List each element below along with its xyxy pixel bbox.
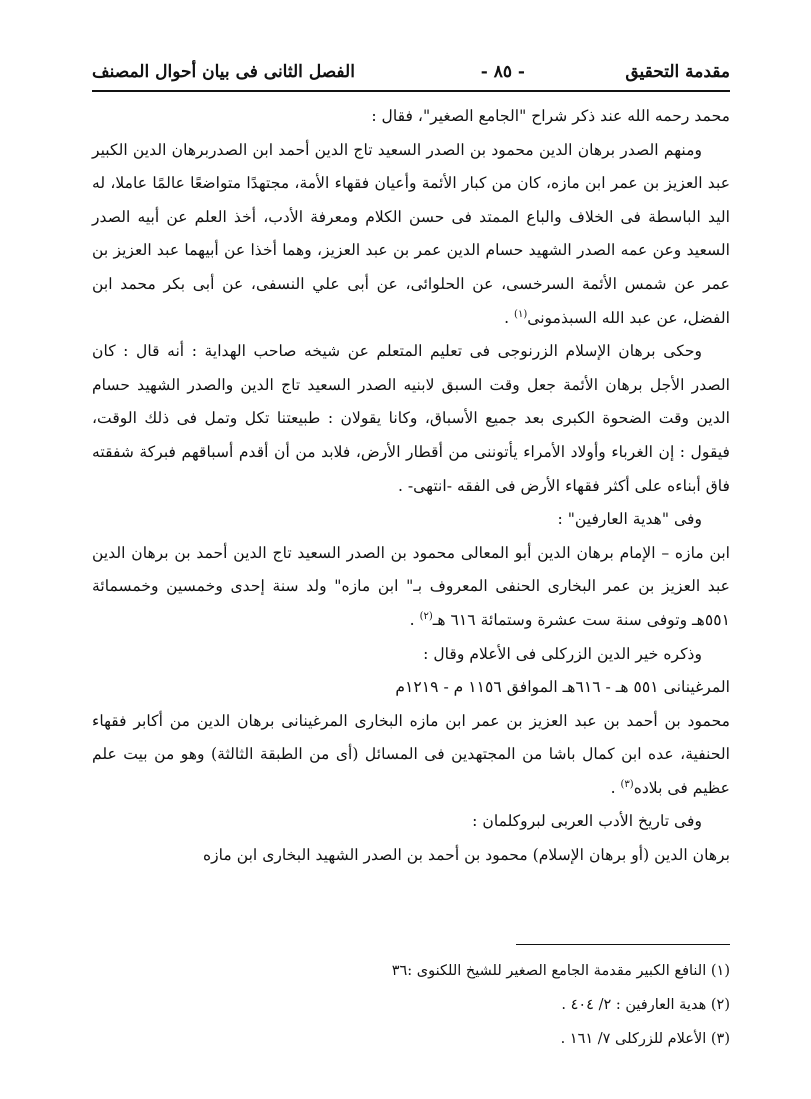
- footnote-ref: (٣): [620, 778, 634, 790]
- paragraph: برهان الدين (أو برهان الإسلام) محمود بن أحمد بن الصدر الشهيد البخارى ابن مازه: [202, 846, 730, 865]
- section-intro: وفى تاريخ الأدب العربى لبروكلمان :: [472, 812, 702, 831]
- chapter-title: الفصل الثانى فى بيان أحوال المصنف: [92, 62, 355, 82]
- footnote: (٢) هدية العارفين : ٢/ ٤٠٤ .: [561, 997, 730, 1013]
- footnote-ref: (١): [514, 308, 528, 320]
- main-text: [92, 100, 730, 873]
- footnote-divider: [516, 944, 730, 945]
- section-intro: وذكره خير الدين الزركلى فى الأعلام وقال :: [423, 644, 702, 663]
- paragraph-text: محمود بن أحمد بن عبد العزيز بن عمر ابن مازه البخارى المرغينانى برهان الدين من أكابر فقهاء الحنفية، عده ابن كمال باشا من المجتهدين فى المسائل (أى من الطبقة الثالثة) وهو من بيت علم عظيم فى بلاده: [92, 711, 730, 797]
- book-title: مقدمة التحقيق: [625, 62, 730, 82]
- footnotes: [92, 954, 730, 1056]
- page: [92, 58, 730, 1047]
- footnote: (١) النافع الكبير مقدمة الجامع الصغير للشيخ اللكنوى :٣٦: [391, 963, 730, 979]
- paragraph: وحكى برهان الإسلام الزرنوجى فى تعليم المتعلم عن شيخه صاحب الهداية : أنه قال : كان الصدر الأجل برهان الأئمة جعل وقت السبق لابنيه الصدر السعيد تاج الدين والصدر الشهيد حسام الدين وقت الضحوة الكبرى بعد جميع الأسباق، وكانا يقولان : طبيعتنا تكل وتمل فى ذلك الوقت، فيقول : إن الغرباء وأولاد الأمراء يأتوننى من أقطار الأرض، فلابد من أن أقدم أسباقهم فبركة شفقته فاق أبناءه على أكثر فقهاء الأرض فى الفقه -انتهى- .: [92, 342, 730, 495]
- running-head: [92, 58, 730, 88]
- header-divider: [92, 90, 730, 92]
- paragraph: محمد رحمه الله عند ذكر شراح "الجامع الصغير"، فقال :: [371, 107, 730, 125]
- paragraph: محمود بن أحمد بن عبد العزيز بن عمر ابن مازه البخارى المرغينانى برهان الدين من أكابر فقهاء الحنفية، عده ابن كمال باشا من المجتهدين فى المسائل (أى من الطبقة الثالثة) وهو من بيت علم عظيم فى بلاده$^{(٣)}$ .: [92, 711, 730, 797]
- paragraph-text: ابن مازه – الإمام برهان الدين أبو المعالى محمود بن الصدر السعيد تاج الدين أحمد بن برهان الدين عبد العزيز بن عمر البخارى الحنفى المعروف بـ" ابن مازه" ولد سنة إحدى وخمسين وخمسمائة ٥٥١هـ وتوفى سنة ست عشرة وستمائة ٦١٦ هـ: [92, 543, 730, 629]
- footnote-ref: (٢): [419, 610, 433, 622]
- paragraph: ومنهم الصدر برهان الدين محمود بن الصدر السعيد تاج الدين أحمد ابن الصدربرهان الدين الكبير عبد العزيز بن عمر ابن مازه، كان من كبار الأئمة وأعيان فقهاء الأمة، مجتهدًا متواضعًا عالمًا عاملا، له اليد الباسطة فى الخلاف والباع الممتد فى حسن الكلام ومعرفة الأدب، أخذ العلم عن أبيه الصدر السعيد وعن عمه الصدر الشهيد حسام الدين عمر بن عبد العزيز، وهما أخذا عن أبيهما عبد العزيز بن عمر عن شمس الأئمة السرخسى، عن الحلوائى، عن أبى علي النسفى، عن أبى بكر محمد ابن الفضل، عن عبد الله السبذمونى$^{(١)}$ .: [92, 140, 730, 327]
- section-intro: وفى "هدية العارفين" :: [557, 510, 702, 529]
- footnote: (٣) الأعلام للزركلى ٧/ ١٦١ .: [560, 1031, 730, 1047]
- paragraph: المرغينانى ٥٥١ هـ - ٦١٦هـ الموافق ١١٥٦ م - ١٢١٩م: [395, 678, 730, 697]
- page-number: - ٨٥ -: [480, 62, 525, 82]
- paragraph: ابن مازه – الإمام برهان الدين أبو المعالى محمود بن الصدر السعيد تاج الدين أحمد بن برهان الدين عبد العزيز بن عمر البخارى الحنفى المعروف بـ" ابن مازه" ولد سنة إحدى وخمسين وخمسمائة ٥٥١هـ وتوفى سنة ست عشرة وستمائة ٦١٦ هـ$^{(٢)}$ .: [92, 543, 730, 629]
- paragraph-text: ومنهم الصدر برهان الدين محمود بن الصدر السعيد تاج الدين أحمد ابن الصدربرهان الدين الكبير عبد العزيز بن عمر ابن مازه، كان من كبار الأئمة وأعيان فقهاء الأمة، مجتهدًا متواضعًا عالمًا عاملا، له اليد الباسطة فى الخلاف والباع الممتد فى حسن الكلام ومعرفة الأدب، أخذ العلم عن أبيه الصدر السعيد وعن عمه الصدر الشهيد حسام الدين عمر بن عبد العزيز، وهما أخذا عن أبيهما عبد العزيز بن عمر عن شمس الأئمة السرخسى، عن الحلوائى، عن أبى علي النسفى، عن أبى بكر محمد ابن الفضل، عن عبد الله السبذمونى: [92, 140, 730, 327]
